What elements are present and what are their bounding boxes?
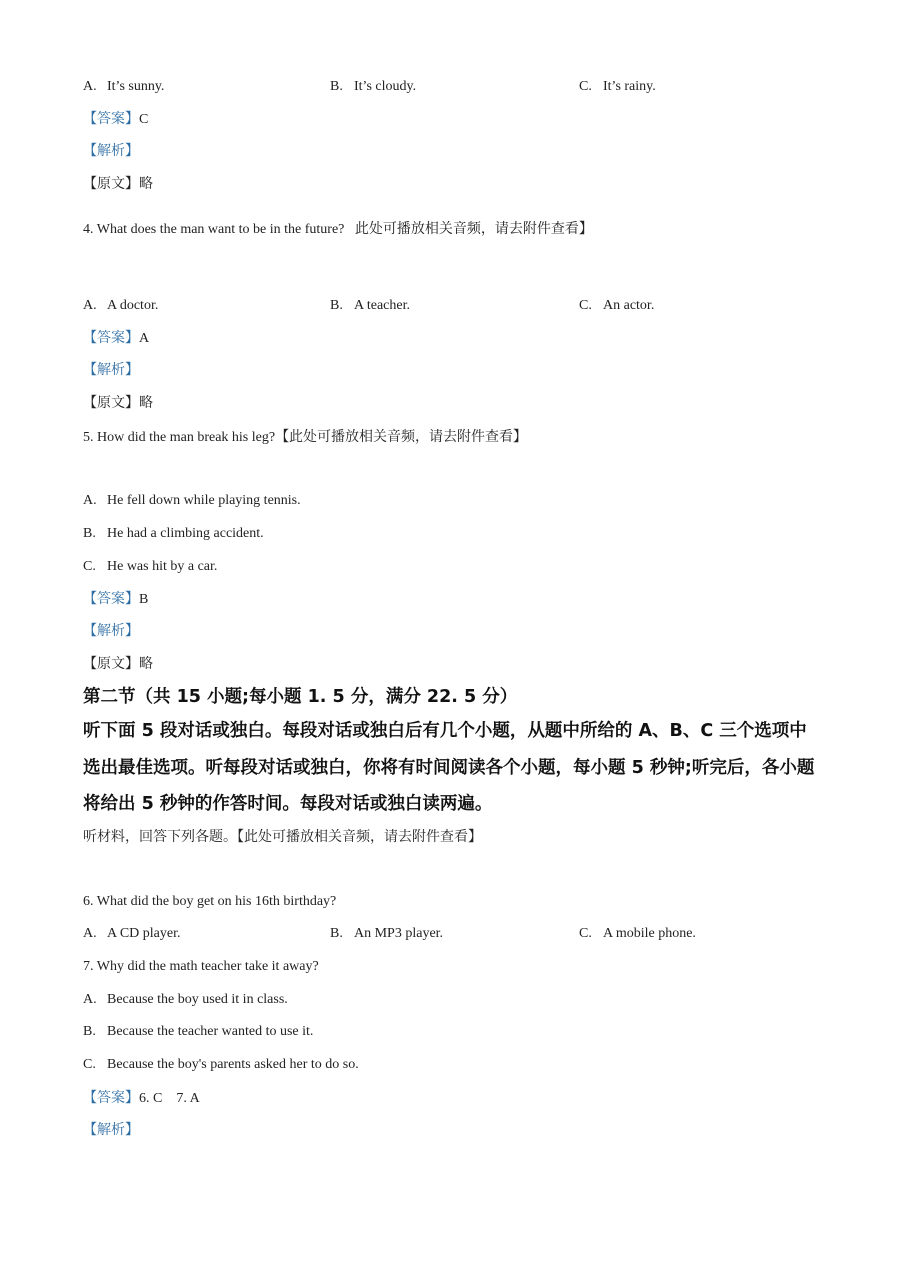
q5-option-b: B. He had a climbing accident. xyxy=(83,526,264,541)
q6-option-c: C. A mobile phone. xyxy=(579,926,696,941)
q6-option-a: A. A CD player. xyxy=(83,926,181,941)
section2-title: 第二节（共 15 小题;每小题 1. 5 分，满分 22. 5 分） xyxy=(83,687,518,707)
q3-option-a: A. It’s sunny. xyxy=(83,79,165,94)
q5-question: 5. How did the man break his leg?【此处可播放相关音频，请去附件查看】 xyxy=(83,429,528,445)
q5-original: 【原文】略 xyxy=(83,656,153,672)
q5-option-a: A. He fell down while playing tennis. xyxy=(83,493,301,508)
q4-option-a: A. A doctor. xyxy=(83,298,159,313)
q3-answer: 【答案】C xyxy=(83,111,149,127)
q3-original: 【原文】略 xyxy=(83,176,153,192)
q7-question: 7. Why did the math teacher take it away? xyxy=(83,959,319,974)
q6-option-b: B. An MP3 player. xyxy=(330,926,444,941)
section2-instruction-line-3: 将给出 5 秒钟的作答时间。每段对话或独白读两遍。 xyxy=(83,794,493,814)
q3-analysis: 【解析】 xyxy=(83,143,139,159)
q7-option-b: B. Because the teacher wanted to use it. xyxy=(83,1024,314,1039)
q5-answer: 【答案】B xyxy=(83,591,149,607)
q4-analysis: 【解析】 xyxy=(83,362,139,378)
q4-option-c: C. An actor. xyxy=(579,298,655,313)
q5-audio-note[interactable]: 【此处可播放相关音频，请去附件查看】 xyxy=(275,429,528,445)
q3-option-c: C. It’s rainy. xyxy=(579,79,656,94)
q4-question: 4. What does the man want to be in the future? 此处可播放相关音频，请去附件查看】 xyxy=(83,221,593,237)
material-prompt[interactable]: 听材料，回答下列各题。【此处可播放相关音频，请去附件查看】 xyxy=(83,829,482,845)
q4-answer: 【答案】A xyxy=(83,330,150,346)
q67-answer: 【答案】6. C 7. A xyxy=(83,1090,200,1106)
q7-option-a: A. Because the boy used it in class. xyxy=(83,992,288,1007)
q4-audio-note[interactable]: 此处可播放相关音频，请去附件查看】 xyxy=(354,221,593,237)
q6-question: 6. What did the boy get on his 16th birthday? xyxy=(83,894,337,909)
q5-option-c: C. He was hit by a car. xyxy=(83,559,218,574)
q7-option-c: C. Because the boy's parents asked her to do so. xyxy=(83,1057,359,1072)
q3-option-b: B. It’s cloudy. xyxy=(330,79,417,94)
q4-option-b: B. A teacher. xyxy=(330,298,410,313)
q4-original: 【原文】略 xyxy=(83,395,153,411)
section2-instruction-line-1: 听下面 5 段对话或独白。每段对话或独白后有几个小题，从题中所给的 A、B、C 三个选项中 xyxy=(83,721,807,741)
q67-analysis: 【解析】 xyxy=(83,1122,139,1138)
q5-analysis: 【解析】 xyxy=(83,623,139,639)
section2-instruction-line-2: 选出最佳选项。听每段对话或独白，你将有时间阅读各个小题，每小题 5 秒钟;听完后，各小题 xyxy=(83,758,815,778)
